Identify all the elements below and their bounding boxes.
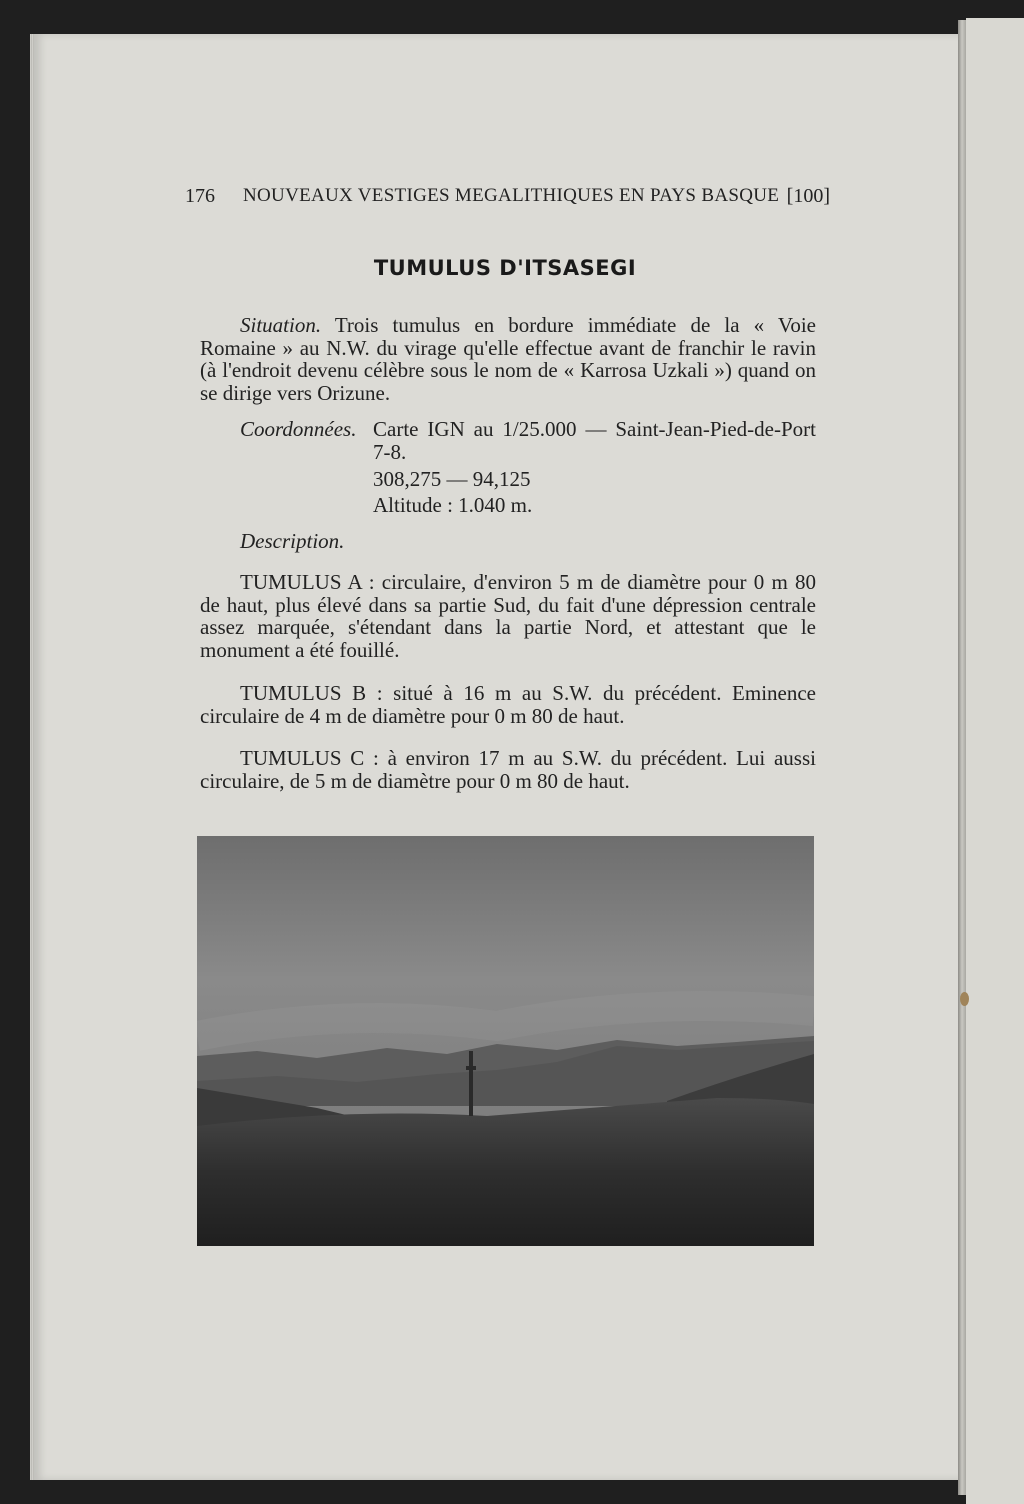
- coordonnees-line2: 308,275 — 94,125: [373, 467, 531, 491]
- situation-label: Situation.: [240, 313, 322, 337]
- coordonnees-line3: Altitude : 1.040 m.: [373, 493, 533, 517]
- situation-paragraph: [200, 314, 816, 404]
- tumulus-a-text: TUMULUS A : circulaire, d'environ 5 m de diamètre pour 0 m 80 de haut, plus élevé dans sa partie Sud, du fait d'une dépression centrale assez marquée, s'étendant dans la partie Nord, et attestant que le monument a été fouillé.: [200, 570, 816, 662]
- running-title: NOUVEAUX VESTIGES MEGALITHIQUES EN PAYS BASQUE: [243, 185, 780, 206]
- situation-text: Trois tumulus en bordure immédiate de la « Voie Romaine » au N.W. du virage qu'elle effectue avant de franchir le ravin (à l'endroit devenu célèbre sous le nom de « Karrosa Uzkali ») quand on se dirige vers Orizune.: [200, 313, 816, 405]
- description-label: Description.: [240, 529, 345, 553]
- bracket-number: [100]: [786, 185, 830, 207]
- page-number: 176: [185, 185, 215, 207]
- book-spine: [958, 20, 966, 1495]
- tumulus-c-text: TUMULUS C : à environ 17 m au S.W. du précédent. Lui aussi circulaire, de 5 m de diamètre pour 0 m 80 de haut.: [200, 746, 816, 793]
- paper-stain: [960, 992, 969, 1006]
- tumulus-a-paragraph: [200, 571, 816, 661]
- tumulus-c-paragraph: [200, 747, 816, 792]
- coordonnees-label: Coordonnées.: [240, 417, 357, 441]
- tumulus-b-paragraph: [200, 682, 816, 727]
- page-title: TUMULUS D'ITSASEGI: [373, 256, 637, 280]
- coordonnees-line1: Carte IGN au 1/25.000 — Saint-Jean-Pied-de-Port 7-8.: [373, 417, 816, 464]
- tumulus-b-text: TUMULUS B : situé à 16 m au S.W. du précédent. Eminence circulaire de 4 m de diamètre pour 0 m 80 de haut.: [200, 681, 816, 728]
- facing-page: [966, 18, 1024, 1504]
- landscape-photo: [197, 836, 814, 1246]
